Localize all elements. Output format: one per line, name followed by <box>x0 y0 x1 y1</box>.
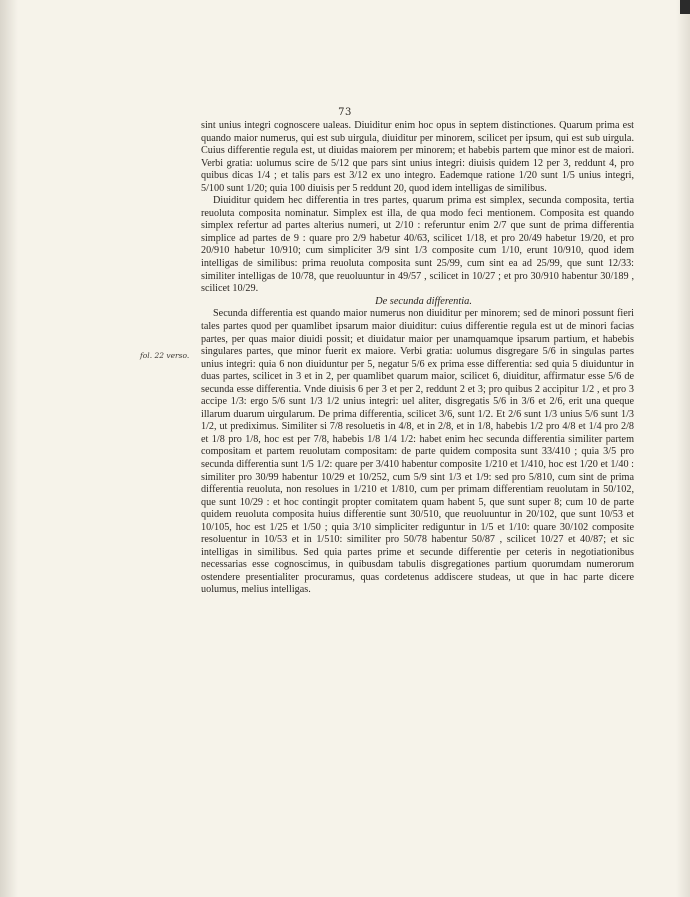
main-text <box>201 120 634 597</box>
paragraph-2: Diuiditur quidem hec differentia in tres partes, quarum prima est simplex, secunda composita, tertia reuoluta composita nominatur. Simplex est illa, de qua modo feci mentionem. Composita est quando simplex refertur ad partes alterius numeri, ut 2/10 : referuntur enim 2/7 que sunt de prima differentia simplice ad partes de 9 : quare pro 2/9 habetur 40/63, scilicet 1/18, et pro 20/49 habetur 19/20, et pro 20/910 habetur 10/910; cum simpliciter 3/9 sint 1/3 composite cum 1/10, erunt 10/910, quod idem intelligas de similibus: prima reuoluta composita sunt 25/99, cum sint ea ad 25/99, que sunt 12/33: similiter intelligas de 10/78, que reuoluuntur in 49/57 , scilicet in 10/27 ; et pro 30/910 habentur 30/189 , scilicet 10/29. <box>201 195 634 295</box>
section-heading: De secunda differentia. <box>375 295 472 307</box>
margin-note: fol. 22 verso. <box>140 351 190 360</box>
page-edge-shadow <box>676 0 690 897</box>
page-gutter-shadow <box>0 0 18 897</box>
paragraph-1: sint unius integri cognoscere ualeas. Diuiditur enim hoc opus in septem distinctiones. Quarum prima est quando maior numerus, qui est sub uirgula, diuiditur per minorem, scilicet per ipsum, qui est sub uirgula. Cuius differentie regula est, ut diuidas maiorem per minorem; et habebis partem que minor est de maiori. Verbi gratia: uolumus scire de 5/12 que pars sint unius integri: diuisis quidem 12 per 3, reddunt 4, pro quibus dicas 1/4 ; et talis pars est 3/12 ex uno integro. Eademque ratione 1/20 sunt 1/5 unius integri, 5/100 sunt 1/20; quia 100 diuisis per 5 reddunt 20, quod idem intelligas de similibus. <box>201 120 634 194</box>
page-number: 73 <box>338 107 352 118</box>
corner-mark <box>680 0 690 14</box>
paragraph-3: Secunda differentia est quando maior numerus non diuiditur per minorem; sed de minori possunt fieri tales partes quod per quamlibet ipsarum maior diuiditur: cuius differentie regula est ut de minori facias partes, per quas maior diuidi possit; et diuidatur maior per unamquamque ipsarum partium, et habebis singulares partes, que minor fuerit ex maiore. Verbi gratia: uolumus disgregare 5/6 in singulas partes unius integri: quia 6 non diuiduntur per 5, negatur 5/6 ex prima esse differentia: sed quia 5 diuiduntur in duas partes, scilicet in 3 et in 2, per quamlibet quarum maior, scilicet 6, diuiditur, affirmatur esse 5/6 de secunda esse differentia. Vnde diuisis 6 per 3 et per 2, reddunt 2 et 3; pro quibus 2 accipitur 1/2 , et pro 3 accipe 1/3: ergo 5/6 sunt 1/3 1/2 unius integri: uel aliter, disgregatis 5/6 in 3/6 et 2/6, erit una queque illarum duarum uirgularum. De prima differentia, scilicet 3/6, sunt 1/2. Et 2/6 sunt 1/3 unius 5/6 sunt 1/3 1/2, ut prediximus. Similiter si 7/8 resoluetis in 4/8, et in 2/8, et in 1/8, habebis 1/2 pro 4/8 et 1/4 pro 2/8 et 1/8 pro 1/8, hoc est per 7/8, habebis 1/8 1/4 1/2: habet enim hec secunda differentia similiter partem compositam et partem reuolutam compositam: de parte quidem composita sunt 33/410 ; quia 3/5 pro secunda differentia sunt 1/5 1/2: quare per 3/410 habentur composite 1/210 et 1/410, hoc est 1/20 et 1/40 : similiter pro 30/99 habentur 10/29 et 10/252, cum 5/9 sint 1/3 et 1/9: sed pro 5/810, cum sint de prima differentia reuoluta, non resolues in 1/210 et 1/810, cum per primam differentiam reuolutam in 50/102, que sunt 10/29 : et hoc contingit propter comitatem quam habent 5, que sunt super 8; cum 10 de parte quidem reuoluta composita huius differentie sunt 30/510, que reuoluuntur in 20/102, que sunt 10/53 et 10/105, hoc est 1/25 et 1/50 ; quia 3/10 simpliciter rediguntur in 1/5 et 1/10: quare 30/102 composite resoluentur in 10/53 et in 1/510: similiter pro 50/78 habentur 50/87 , scilicet 10/27 et 40/87; et sic intelligas in similibus. Sed quia partes prime et secunde differentie per ceteris in negotiationibus necessarias esse cognoscimus, in quibusdam tabulis disgregationes partium quorumdam numerorum ostendere presentialiter procuramus, quas cordetenus addiscere studeas, ut que in hac parte dicere uolumus, melius intelligas. <box>201 308 634 596</box>
